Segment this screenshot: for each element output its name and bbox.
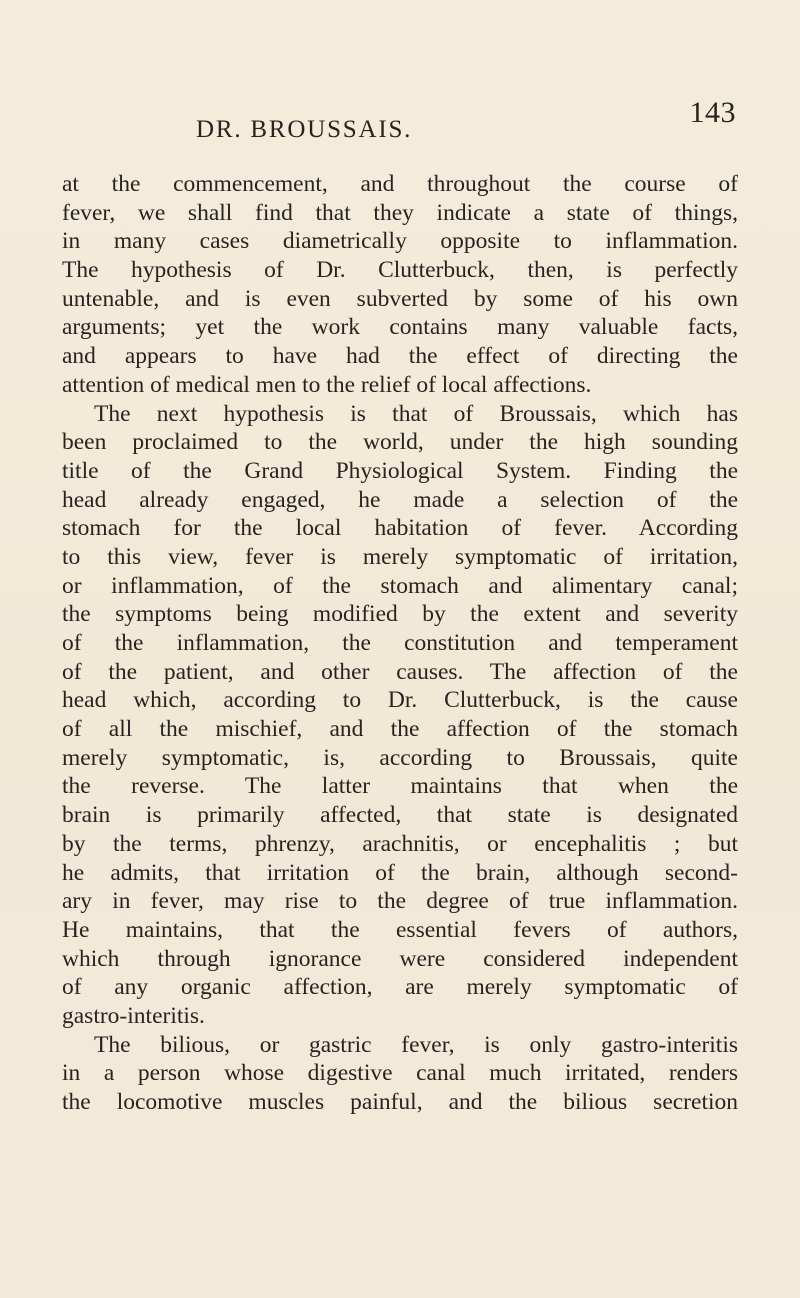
text-line: the reverse. The latter maintains that when the [62, 773, 738, 800]
text-line: ary in fever, may rise to the degree of true inflammation. [62, 888, 738, 915]
text-line: arguments; yet the work contains many valuable facts, [62, 314, 738, 341]
text-line: of the inflammation, the constitution and temperament [62, 630, 738, 656]
page-number: 143 [689, 96, 736, 129]
text-line: of any organic affection, are merely symptomatic of [62, 974, 738, 1001]
page-header [196, 96, 736, 152]
text-line: head which, according to Dr. Clutterbuck, is the cause [62, 687, 738, 714]
text-line: fever, we shall find that they indicate a state of things, [62, 199, 738, 226]
text-line: brain is primarily affected, that state is designated [62, 802, 738, 829]
text-line: He maintains, that the essential fevers of authors, [62, 916, 738, 943]
text-line: been proclaimed to the world, under the high sounding [62, 429, 738, 456]
text-line: in many cases diametrically opposite to inflammation. [62, 228, 738, 255]
text-line: gastro-interitis. [62, 1002, 205, 1029]
text-line: The bilious, or gastric fever, is only gastro-interitis [94, 1031, 738, 1058]
text-line: at the commencement, and throughout the course of [62, 171, 738, 197]
text-line: and appears to have had the effect of directing the [62, 343, 738, 370]
text-line: untenable, and is even subverted by some of his own [62, 285, 738, 312]
text-line: stomach for the local habitation of fever. According [62, 515, 738, 542]
text-line: The hypothesis of Dr. Clutterbuck, then, is perfectly [62, 257, 738, 284]
text-line: he admits, that irritation of the brain, although second- [62, 859, 738, 886]
running-head: DR. BROUSSAIS. [196, 116, 413, 143]
text-line: of the patient, and other causes. The affection of the [62, 658, 738, 685]
text-line: by the terms, phrenzy, arachnitis, or encephalitis ; but [62, 830, 738, 857]
text-line: the locomotive muscles painful, and the bilious secretion [62, 1089, 738, 1115]
text-line: title of the Grand Physiological System. Finding the [62, 457, 738, 484]
text-line: attention of medical men to the relief of local affections. [62, 371, 592, 398]
text-line: the symptoms being modified by the extent and severity [62, 601, 738, 628]
text-line: to this view, fever is merely symptomatic of irritation, [62, 543, 738, 570]
text-line: of all the mischief, and the affection of the stomach [62, 716, 738, 743]
text-line: which through ignorance were considered independent [62, 945, 738, 972]
text-line: or inflammation, of the stomach and alimentary canal; [62, 572, 738, 599]
text-line: merely symptomatic, is, according to Broussais, quite [62, 744, 738, 771]
text-line: head already engaged, he made a selection of the [62, 486, 738, 513]
text-line: The next hypothesis is that of Broussais, which has [94, 400, 738, 427]
text-line: in a person whose digestive canal much irritated, renders [62, 1060, 738, 1087]
body-text [62, 170, 738, 1117]
